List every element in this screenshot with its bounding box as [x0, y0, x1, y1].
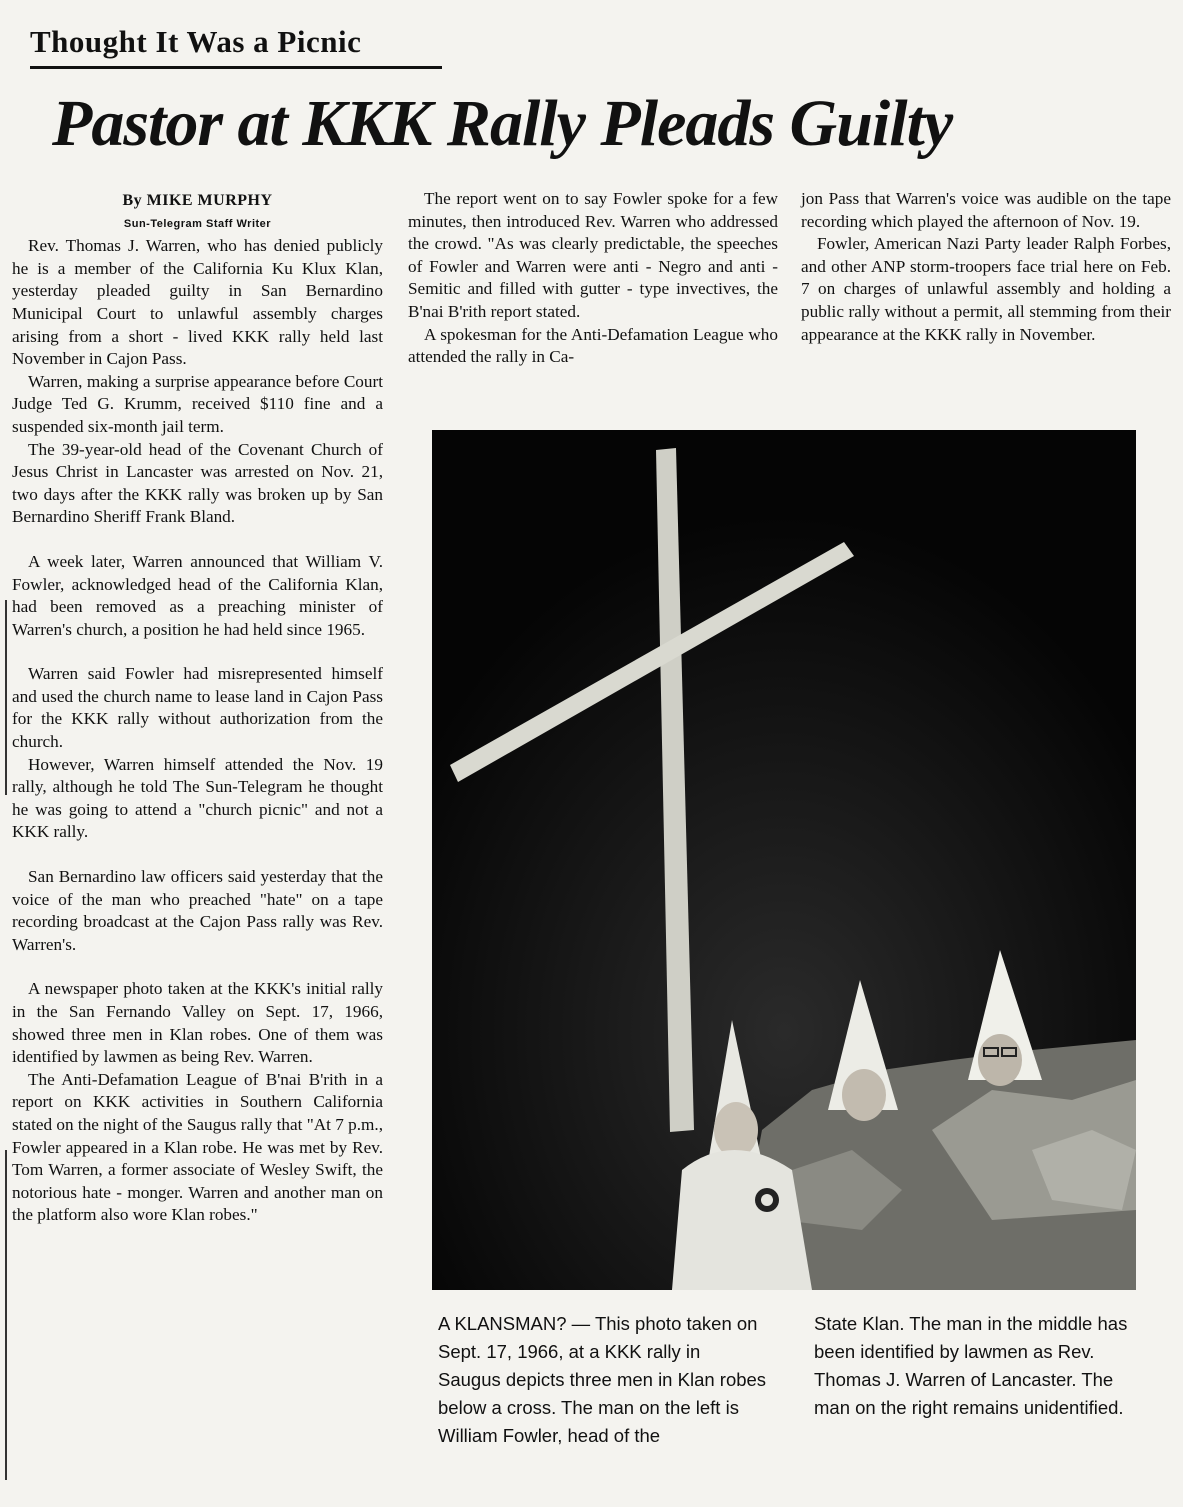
paragraph: Fowler, American Nazi Party leader Ralph Forbes, and other ANP storm-troopers face trial here on Feb. 7 on charges of unlawful assembly and holding a public rally without a permit, all stemming from their appearance at the KKK rally in November. [801, 234, 1171, 344]
paragraph: A spokesman for the Anti-Defamation League who attended the rally in Ca- [408, 324, 778, 367]
headline: Pastor at KKK Rally Pleads Guilty [52, 87, 953, 160]
paragraph: The report went on to say Fowler spoke for a few minutes, then introduced Rev. Warren who addressed the crowd. "As was clearly predictable, the speeches of Fowler and Warren were anti - Negro and anti - Semitic and filled with gutter - type invectives, the B'nai B'rith report stated. [408, 189, 778, 321]
photo-klansmen-cross-icon [432, 430, 1136, 1290]
paragraph: Rev. Thomas J. Warren, who has denied publicly he is a member of the California Ku Klux Klan, yesterday pleaded guilty in San Bernardino Municipal Court to unlawful assembly charges arising from a short - lived KKK rally held last November in Cajon Pass. [12, 236, 383, 369]
paragraph: San Bernardino law officers said yesterday that the voice of the man who preached "hate" on a tape recording broadcast at the Cajon Pass rally was Rev. Warren's. [12, 867, 383, 954]
paragraph: A newspaper photo taken at the KKK's initial rally in the San Fernando Valley on Sept. 17, 1966, showed three men in Klan robes. One of them was identified by lawmen as being Rev. Warren. [12, 979, 383, 1067]
kicker: Thought It Was a Picnic [30, 24, 362, 59]
article-column-3 [801, 188, 1171, 346]
photo-caption-part-1: A KLANSMAN? — This photo taken on Sept. 17, 1966, at a KKK rally in Saugus depicts three men in Klan robes below a cross. The man on the left is William Fowler, head of the [438, 1313, 767, 1446]
byline: By MIKE MURPHY [122, 192, 273, 209]
paragraph: jon Pass that Warren's voice was audible on the tape recording which played the afternoon of Nov. 19. [801, 189, 1171, 231]
paragraph: Warren, making a surprise appearance before Court Judge Ted G. Krumm, received $110 fine and a suspended six-month jail term. [12, 371, 383, 436]
article-column-1 [12, 190, 383, 1227]
paragraph: The Anti-Defamation League of B'nai B'rith in a report on KKK activities in Southern California stated on the night of the Saugus rally that "At 7 p.m., Fowler appeared in a Klan robe. He was met by Rev. Tom Warren, a former associate of Wesley Swift, the notorious hate - monger. Warren and another man on the platform also wore Klan robes." [12, 1069, 383, 1225]
staff-line: Sun-Telegram Staff Writer [123, 217, 272, 230]
photo-caption-part-2: State Klan. The man in the middle has been identified by lawmen as Rev. Thomas J. Warren of Lancaster. The man on the right remains unidentified. [814, 1313, 1128, 1418]
margin-bar [5, 1150, 7, 1480]
margin-bar [5, 600, 7, 795]
kicker-rule [30, 66, 442, 69]
photo-klansmen-cross [432, 430, 1136, 1290]
paragraph-text: A week later, Warren announced that William V. Fowler, acknowledged head of the California Klan, had been removed as a preaching minister of Warren's church, a position he had held since 1965. [12, 551, 383, 639]
paragraph: Warren said Fowler had misrepresented himself and used the church name to lease land in Cajon Pass for the KKK rally without authorization from the church. [12, 664, 383, 752]
paragraph: The 39-year-old head of the Covenant Church of Jesus Christ in Lancaster was arrested on Nov. 21, two days after the KKK rally was broken up by San Bernardino Sheriff Frank Bland. [12, 439, 383, 527]
paragraph [12, 551, 383, 641]
paragraph: However, Warren himself attended the Nov. 19 rally, although he told The Sun-Telegram he thought he was going to attend a "church picnic" and not a KKK rally. [12, 754, 383, 842]
article-column-2 [408, 188, 778, 369]
